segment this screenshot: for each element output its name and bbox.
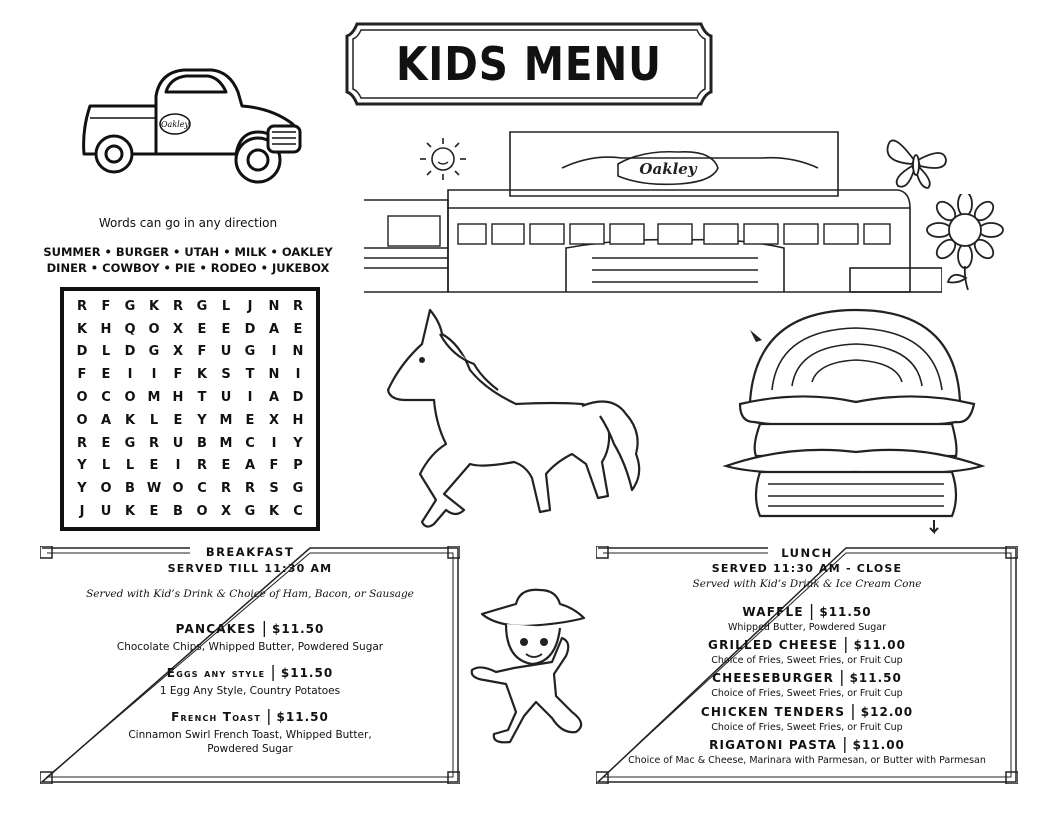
item-name: GRILLED CHEESE — [708, 638, 839, 652]
word-search-cell: X — [172, 321, 184, 337]
word-search-cell: F — [269, 458, 279, 474]
word-search-cell: E — [293, 321, 303, 337]
word-search-cell: M — [219, 412, 233, 428]
sun-icon — [418, 136, 468, 182]
item-price: $11.00 — [853, 638, 906, 652]
word-search-grid — [60, 287, 320, 531]
menu-item-grilled-cheese: GRILLED CHEESE | $11.00 Choice of Fries, Sweet Fries, or Fruit Cup — [596, 634, 1018, 668]
word-search-cell: F — [77, 367, 87, 383]
word-search-cell: O — [124, 390, 136, 406]
word-search-cell: H — [292, 412, 304, 428]
word-search-cell: O — [76, 412, 88, 428]
word-search-cell: E — [221, 458, 231, 474]
word-search-cell: G — [124, 298, 136, 314]
pickup-truck-illustration — [80, 66, 304, 190]
word-search-cell: D — [292, 390, 304, 406]
menu-item-waffle: WAFFLE | $11.50 Whipped Butter, Powdered Sugar — [596, 601, 1018, 635]
butterfly-icon — [882, 130, 950, 192]
word-search-cell: E — [149, 504, 159, 520]
word-search-cell: L — [125, 458, 135, 474]
word-search-cell: A — [268, 321, 280, 337]
item-price: $11.50 — [276, 710, 329, 724]
word-search-cell: B — [125, 481, 135, 497]
word-search-cell: G — [124, 435, 136, 451]
word-search-cell: G — [148, 344, 160, 360]
menu-item-french-toast: French Toast | $11.50 Cinnamon Swirl French Toast, Whipped Butter, Powdered Sugar — [40, 706, 460, 756]
word-search-cell: D — [244, 321, 256, 337]
menu-item-eggs-any-style: Eggs any style | $11.50 1 Egg Any Style, Country Potatoes — [40, 662, 460, 698]
menu-item-cheeseburger: CHEESEBURGER | $11.50 Choice of Fries, Sweet Fries, or Fruit Cup — [596, 667, 1018, 701]
word-search-cell: K — [124, 412, 136, 428]
item-price: $11.50 — [849, 671, 902, 685]
word-search-cell: A — [244, 458, 256, 474]
item-description: Cinnamon Swirl French Toast, Whipped Butter, Powdered Sugar — [128, 729, 372, 755]
word-search-cell: G — [244, 504, 256, 520]
word-search-cell: U — [100, 504, 112, 520]
word-search-cell: K — [76, 321, 88, 337]
word-search-cell: L — [221, 298, 231, 314]
word-search-cell: E — [197, 321, 207, 337]
word-search-cell: E — [173, 412, 183, 428]
word-search-cell: I — [247, 390, 253, 406]
word-search-instructions: Words can go in any direction — [98, 216, 278, 230]
page-title: KIDS MENU — [396, 37, 662, 91]
word-search-cell: F — [101, 298, 111, 314]
item-price: $11.00 — [852, 738, 905, 752]
word-search-cell: G — [244, 344, 256, 360]
word-search-cell: D — [76, 344, 88, 360]
word-search-cell: C — [101, 390, 111, 406]
word-search-cell: H — [100, 321, 112, 337]
item-description: Choice of Fries, Sweet Fries, or Fruit Cup — [711, 655, 903, 666]
word-search-cell: U — [220, 344, 232, 360]
word-search-cell: K — [268, 504, 280, 520]
word-search-cell: R — [244, 481, 255, 497]
item-description: Whipped Butter, Powdered Sugar — [727, 622, 887, 633]
word-search-cell: Y — [77, 481, 87, 497]
word-search-cell: M — [147, 390, 161, 406]
word-search-cell: R — [76, 435, 87, 451]
word-list-line-1: SUMMER • BURGER • UTAH • MILK • OAKLEY — [43, 245, 333, 259]
word-search-cell: I — [175, 458, 181, 474]
word-search-cell: R — [148, 435, 159, 451]
item-name: RIGATONI PASTA — [709, 738, 838, 752]
word-search-cell: Y — [293, 435, 303, 451]
word-search-cell: A — [100, 412, 112, 428]
word-search-cell: E — [149, 458, 159, 474]
breakfast-served-time: SERVED TILL 11:30 AM — [167, 562, 333, 575]
word-search-cell: I — [271, 435, 277, 451]
word-search-cell: B — [197, 435, 207, 451]
word-search-cell: D — [124, 344, 136, 360]
word-search-cell: E — [221, 321, 231, 337]
word-search-cell: I — [151, 367, 157, 383]
menu-item-rigatoni-pasta: RIGATONI PASTA | $11.00 Choice of Mac & Cheese, Marinara with Parmesan, or Butter with Parmesan — [596, 734, 1018, 768]
word-search-cell: O — [148, 321, 160, 337]
word-search-cell: C — [197, 481, 207, 497]
word-search-cell: T — [245, 367, 255, 383]
cowboy-boy-illustration — [466, 584, 590, 746]
word-search-cell: H — [172, 390, 184, 406]
word-search-cell: E — [101, 435, 111, 451]
word-search-cell: R — [172, 298, 183, 314]
word-search-cell: U — [172, 435, 184, 451]
item-description: Choice of Fries, Sweet Fries, or Fruit Cup — [711, 688, 903, 699]
lunch-menu-section — [596, 546, 1018, 784]
word-search-cell: F — [173, 367, 183, 383]
word-search-cell: I — [295, 367, 301, 383]
word-search-cell: I — [271, 344, 277, 360]
word-search-cell: K — [196, 367, 208, 383]
item-name: WAFFLE — [742, 605, 804, 619]
word-search-cell: M — [219, 435, 233, 451]
word-search-cell: L — [101, 344, 111, 360]
word-list-line-2: DINER • COWBOY • PIE • RODEO • JUKEBOX — [46, 261, 330, 275]
word-search-cell: O — [100, 481, 112, 497]
word-search-cell: R — [292, 298, 303, 314]
diner-sign-text: Oakley — [639, 160, 697, 178]
lunch-heading: LUNCH — [781, 546, 833, 560]
word-search-cell: N — [268, 298, 280, 314]
word-search-cell: X — [172, 344, 184, 360]
word-search-cell: A — [268, 390, 280, 406]
word-search-cell: Y — [77, 458, 87, 474]
word-search-cell: F — [197, 344, 207, 360]
burger-maze-illustration — [720, 306, 988, 536]
word-search-cell: O — [172, 481, 184, 497]
title-banner — [343, 20, 715, 108]
sunflower-icon — [924, 194, 1006, 290]
word-search-cell: W — [146, 481, 162, 497]
word-search-cell: P — [293, 458, 303, 474]
item-description: Choice of Fries, Sweet Fries, or Fruit Cup — [711, 722, 903, 733]
menu-item-pancakes: PANCAKES | $11.50 Chocolate Chips, Whipped Butter, Powdered Sugar — [40, 618, 460, 654]
word-search-cell: J — [247, 298, 253, 314]
word-search-cell: L — [101, 458, 111, 474]
item-price: $11.50 — [819, 605, 872, 619]
word-search-cell: R — [220, 481, 231, 497]
word-search-cell: O — [196, 504, 208, 520]
word-search-cell: O — [76, 390, 88, 406]
item-name: PANCAKES — [175, 622, 257, 636]
word-search-cell: N — [268, 367, 280, 383]
word-search-cell: B — [173, 504, 183, 520]
word-search-cell: I — [127, 367, 133, 383]
lunch-served-time: SERVED 11:30 AM - CLOSE — [711, 562, 903, 575]
item-name: French Toast — [171, 710, 261, 724]
word-search-cell: G — [292, 481, 304, 497]
word-search-cell: R — [76, 298, 87, 314]
word-search-cell: K — [148, 298, 160, 314]
breakfast-menu-section — [40, 546, 460, 784]
word-search-word-list — [30, 244, 346, 276]
item-description: Choice of Mac & Cheese, Marinara with Parmesan, or Butter with Parmesan — [628, 755, 986, 766]
word-search-cell: J — [79, 504, 85, 520]
word-search-cell: N — [292, 344, 304, 360]
item-price: $11.50 — [272, 622, 325, 636]
word-search-cell: G — [196, 298, 208, 314]
item-name: CHICKEN TENDERS — [700, 705, 846, 719]
menu-item-chicken-tenders: CHICKEN TENDERS | $12.00 Choice of Fries, Sweet Fries, or Fruit Cup — [596, 701, 1018, 735]
word-search-cell: Y — [197, 412, 207, 428]
word-search-cell: U — [220, 390, 232, 406]
word-search-cell: X — [268, 412, 280, 428]
word-search-cell: C — [245, 435, 255, 451]
breakfast-heading: BREAKFAST — [205, 545, 295, 559]
word-search-cell: E — [245, 412, 255, 428]
item-price: $11.50 — [280, 666, 334, 680]
word-search-cell: K — [124, 504, 136, 520]
item-price: $12.00 — [860, 705, 914, 719]
horse-illustration — [386, 304, 648, 536]
item-description: 1 Egg Any Style, Country Potatoes — [159, 685, 341, 697]
word-search-cell: S — [269, 481, 279, 497]
item-name: Eggs any style — [166, 666, 266, 680]
word-search-cell: Q — [124, 321, 136, 337]
word-search-cell: E — [101, 367, 111, 383]
word-search-cell: T — [197, 390, 207, 406]
lunch-note: Served with Kid’s Drink & Ice Cream Cone — [692, 578, 922, 590]
truck-logo-text: Oakley — [161, 120, 189, 129]
breakfast-note: Served with Kid’s Drink & Choice of Ham, Bacon, or Sausage — [86, 588, 414, 600]
word-search-cell: R — [196, 458, 207, 474]
word-search-cell: C — [293, 504, 303, 520]
word-search-cell: X — [220, 504, 232, 520]
item-name: CHEESEBURGER — [712, 671, 835, 685]
word-search-cell: S — [221, 367, 231, 383]
word-search-cell: L — [149, 412, 159, 428]
item-description: Chocolate Chips, Whipped Butter, Powdered Sugar — [116, 641, 384, 653]
